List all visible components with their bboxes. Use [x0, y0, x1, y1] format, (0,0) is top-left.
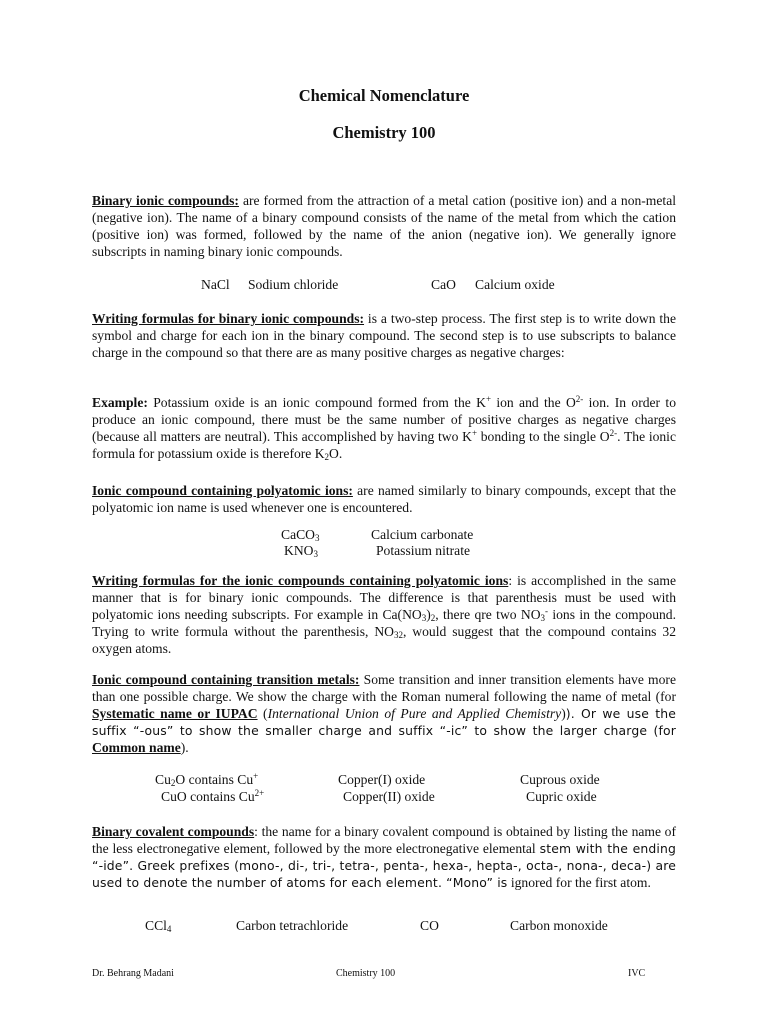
transition-row-2-common: Cupric oxide	[526, 789, 597, 804]
example-paragraph	[92, 394, 676, 462]
formula-rest: O contains Cu	[175, 772, 254, 787]
writing-formulas-heading: Writing formulas for binary ionic compounds:	[92, 311, 365, 326]
polyatomic-text: are named similarly to binary compounds, except that the polyatomic ion name is used whenever one is encountered.	[92, 483, 676, 515]
wp-text-3: , there qre two NO	[435, 607, 541, 622]
polyatomic-heading: Ionic compound containing polyatomic ions:	[92, 483, 353, 498]
covalent-paragraph	[92, 823, 676, 891]
footer-author: Dr. Behrang Madani	[92, 968, 174, 979]
writing-polyatomic-paragraph	[92, 572, 676, 657]
writing-formulas-text: is a two-step process. The first step is to write down the symbol and charge for each ion in the binary compound. The second step is to use subscripts to balance charge in the compound so that there are as many positive charges as negative charges:	[92, 311, 676, 360]
polyatomic-paragraph	[92, 482, 676, 516]
covalent-name-co: Carbon monoxide	[510, 918, 608, 933]
formula-subscript: 3	[313, 549, 318, 559]
wp-sub-4: 32	[393, 630, 403, 640]
tr-text-4: ). Or we use the suffix “-ous” to show the smaller charge and suffix “-ic” to show the larger charge (for	[92, 706, 676, 738]
o-charge: 2-	[575, 394, 584, 404]
example-label: Example:	[92, 395, 148, 410]
example-formula-caco3	[281, 527, 319, 543]
wp-sub-1: 3	[421, 613, 427, 623]
wp-text-5: , would suggest that the compound contains 32 oxygen atoms.	[92, 624, 676, 656]
cov-text-1: : the name for a binary covalent compound is obtained by listing the name of the less electronegative element, followed by the more electronegative elemental	[92, 824, 676, 856]
document-title: Chemical Nomenclature	[298, 86, 470, 105]
k-subscript: 2	[324, 452, 330, 462]
formula-charge: 2+	[254, 788, 265, 798]
wp-text-4: ions in the compound. Trying to write formula without the parenthesis, NO	[92, 607, 676, 639]
example-formula-kno3	[284, 543, 318, 559]
covalent-name-ccl4: Carbon tetrachloride	[236, 918, 349, 933]
k-charge-2: +	[471, 428, 478, 438]
formula-subscript: 3	[314, 533, 320, 543]
systematic-name-term: Systematic name or IUPAC	[92, 706, 258, 721]
formula-subscript: 2	[170, 778, 176, 788]
example-text-5: . The ionic formula for potassium oxide is therefore K	[92, 429, 676, 461]
wp-text-2: )	[426, 607, 431, 622]
writing-formulas-paragraph	[92, 310, 676, 361]
example-text-1: Potassium oxide is an ionic compound formed from the K	[147, 395, 486, 410]
formula-base: KNO	[284, 543, 314, 558]
o-charge-2: 2-	[609, 428, 618, 438]
transition-row-2-systematic: Copper(II) oxide	[343, 789, 435, 804]
example-name-nacl: Sodium chloride	[248, 277, 339, 292]
transition-row-1-formula	[155, 772, 258, 788]
transition-row-2-formula	[161, 789, 264, 805]
example-formula-cao: CaO	[431, 277, 456, 292]
binary-ionic-heading: Binary ionic compounds:	[92, 193, 239, 208]
iupac-full-name: International Union of Pure and Applied Chemistry	[267, 706, 562, 721]
common-name-term: Common name	[92, 740, 181, 755]
example-text-6: O.	[329, 446, 343, 461]
tr-text-2: (	[257, 706, 268, 721]
formula-base: Cu	[155, 772, 171, 787]
formula-subscript: 4	[166, 924, 172, 934]
k-charge: +	[485, 394, 492, 404]
example-formula-nacl: NaCl	[201, 277, 230, 292]
transition-row-1-systematic: Copper(I) oxide	[338, 772, 426, 787]
transition-heading: Ionic compound containing transition metals:	[92, 672, 360, 687]
cov-text-3: ignored for the first atom.	[507, 875, 651, 890]
formula-base: CuO contains Cu	[161, 789, 255, 804]
example-text-4: bonding to the single O	[477, 429, 610, 444]
tr-text-5: ).	[180, 740, 189, 755]
wp-sub-3: 3	[540, 613, 546, 623]
wp-sub-2: 2	[430, 613, 436, 623]
tr-text-3: )	[561, 706, 566, 721]
transition-row-1-common: Cuprous oxide	[520, 772, 600, 787]
writing-polyatomic-heading: Writing formulas for the ionic compounds containing polyatomic ions	[92, 573, 509, 588]
footer-course: Chemistry 100	[336, 968, 396, 979]
example-text-3: ion. In order to produce an ionic compound, there must be the same number of positive charges as negative charges (because all matters are neutral). This accomplished by having two K	[92, 395, 676, 444]
formula-base: CCl	[145, 918, 167, 933]
covalent-formula-ccl4	[145, 918, 171, 934]
example-name-caco3: Calcium carbonate	[371, 527, 474, 542]
binary-ionic-paragraph	[92, 192, 676, 260]
covalent-heading: Binary covalent compounds	[92, 824, 255, 839]
formula-charge: +	[253, 771, 259, 781]
wp-sup-3: -	[545, 606, 549, 616]
example-name-kno3: Potassium nitrate	[376, 543, 471, 558]
wp-text-1: : is accomplished in the same manner that is for binary ionic compounds. The difference is that parenthesis must be used with polyatomic ions needing subscripts. For example in Ca(NO	[92, 573, 676, 622]
binary-ionic-text: are formed from the attraction of a metal cation (positive ion) and a non-metal (negative ion). The name of a binary compound consists of the name of the metal from which the cation (positive ion) was formed, followed by the name of the anion (negative ion). We generally ignore subscripts in naming binary ionic compounds.	[92, 193, 677, 259]
cov-text-2: stem with the ending “-ide”. Greek prefixes (mono-, di-, tri-, tetra-, penta-, hexa-, hepta-, octa-, nona-, deca-) are used to denote the number of atoms for each element. “Mono” is	[92, 841, 676, 890]
document-subtitle: Chemistry 100	[332, 123, 436, 142]
example-name-cao: Calcium oxide	[475, 277, 555, 292]
formula-base: CaCO	[281, 527, 315, 542]
tr-text-1: Some transition and inner transition elements have more than one possible charge. We show the charge with the Roman numeral following the name of metal (for	[92, 672, 676, 704]
footer-institution: IVC	[628, 968, 646, 979]
covalent-formula-co: CO	[420, 918, 439, 933]
example-text-2: ion and the O	[491, 395, 576, 410]
transition-paragraph	[92, 671, 676, 756]
